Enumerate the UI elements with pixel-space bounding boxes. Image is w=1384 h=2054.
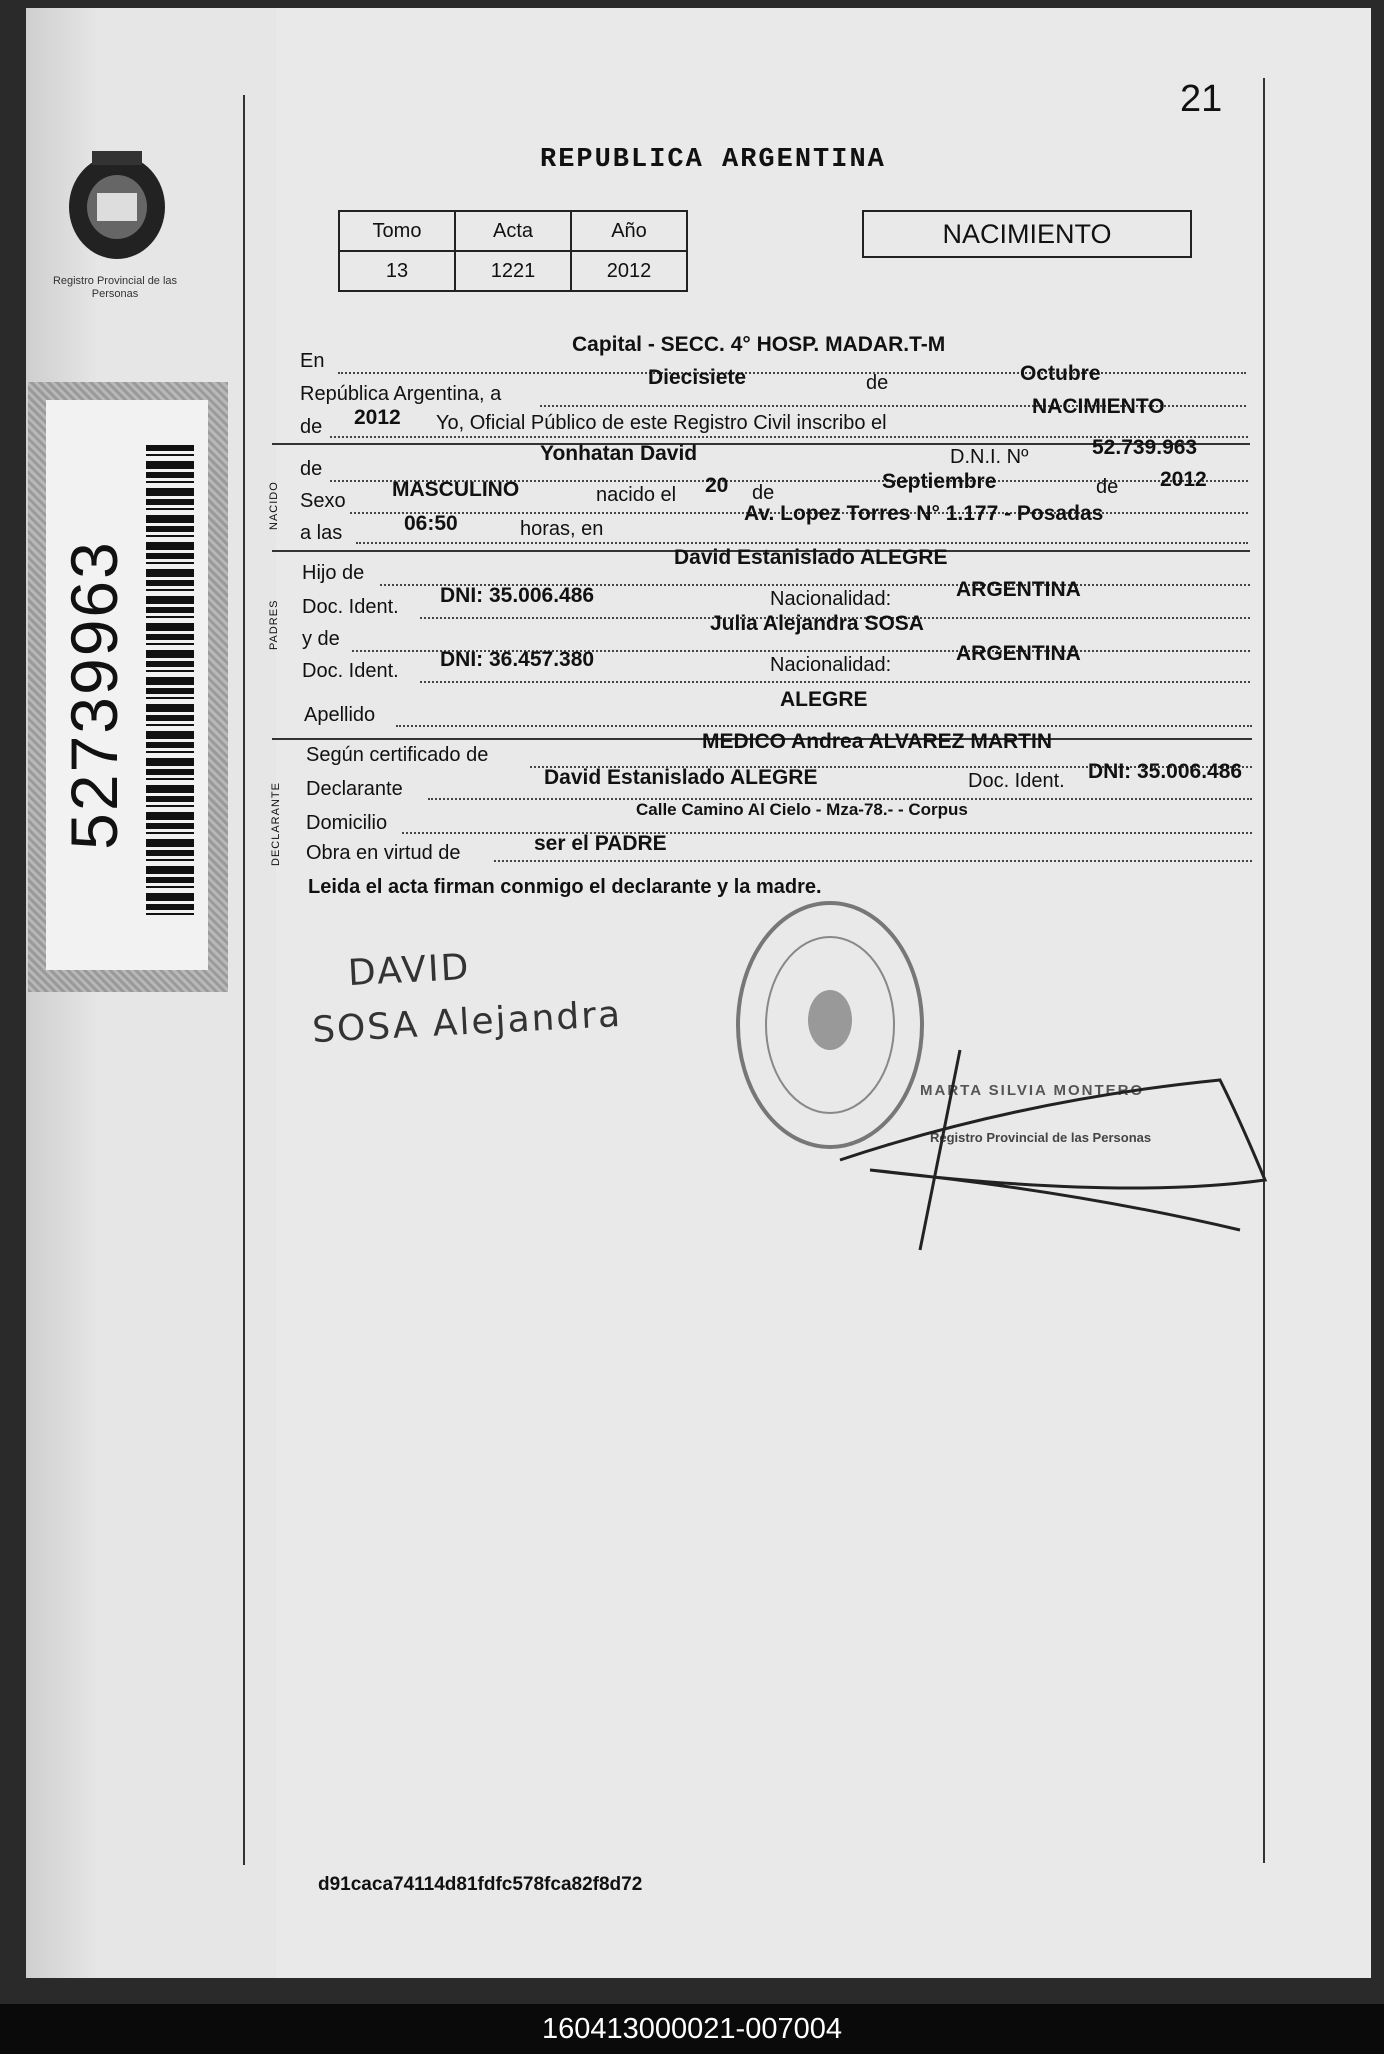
value-sexo: MASCULINO <box>392 478 520 501</box>
value-anio: 2012 <box>354 406 401 429</box>
value-domicilio: Calle Camino Al Cielo - Mza-78.- - Corpus <box>636 800 968 819</box>
register-table <box>338 210 688 292</box>
label-a-las: a las <box>300 522 343 544</box>
value-certificado: MEDICO Andrea ALVAREZ MARTIN <box>702 730 1052 753</box>
official-stamp-name: MARTA SILVIA MONTERO <box>920 1082 1145 1099</box>
table-cell-anio: 2012 <box>571 251 687 291</box>
dotted-line <box>356 542 1248 544</box>
label-doc-ident-declarante: Doc. Ident. <box>968 770 1065 792</box>
label-doc-ident-padre: Doc. Ident. <box>302 596 399 618</box>
label-doc-ident-madre: Doc. Ident. <box>302 660 399 682</box>
signature-david: DAVID <box>347 946 472 995</box>
label-segun: Según certificado de <box>306 744 489 766</box>
value-lugar-nac: Av. Lopez Torres N° 1.177 - Posadas <box>744 502 1104 525</box>
label-nacionalidad-padre: Nacionalidad: <box>770 588 892 610</box>
value-mes: Octubre <box>1020 362 1101 385</box>
value-padre-dni: DNI: 35.006.486 <box>440 584 595 607</box>
table-header-tomo: Tomo <box>339 211 455 251</box>
dotted-line <box>402 832 1252 834</box>
value-madre: Julia Alejandra SOSA <box>710 612 924 635</box>
dotted-line <box>338 372 1246 374</box>
value-hora: 06:50 <box>404 512 458 535</box>
document-hash: d91caca74114d81fdfc578fca82f8d72 <box>318 1874 643 1895</box>
value-obra: ser el PADRE <box>534 832 667 855</box>
label-en: En <box>300 350 325 372</box>
label-nacido-el: nacido el <box>596 484 677 506</box>
label-de-anio-nac: de <box>1096 476 1119 498</box>
side-label-nacido: NACIDO <box>268 481 280 530</box>
table-header-anio: Año <box>571 211 687 251</box>
value-lugar: Capital - SECC. 4° HOSP. MADAR.T-M <box>572 333 946 356</box>
value-dia: Diecisiete <box>648 366 747 389</box>
value-madre-dni: DNI: 36.457.380 <box>440 648 595 671</box>
value-tipo: NACIMIENTO <box>1032 395 1165 418</box>
label-de: de <box>866 372 889 394</box>
value-padre-nac: ARGENTINA <box>956 578 1081 601</box>
value-declarante-dni: DNI: 35.006.486 <box>1088 760 1243 783</box>
label-hijo-de: Hijo de <box>302 562 365 584</box>
label-horas-en: horas, en <box>520 518 604 540</box>
label-republica: República Argentina, a <box>300 383 502 405</box>
side-label-padres: PADRES <box>268 599 280 650</box>
value-apellido: ALEGRE <box>780 688 868 711</box>
left-margin <box>96 8 276 1978</box>
table-header-acta: Acta <box>455 211 571 251</box>
book-spine <box>26 8 96 1978</box>
folio-number: 21 <box>1180 78 1223 120</box>
table-cell-tomo: 13 <box>339 251 455 291</box>
barcode-panel <box>28 382 228 992</box>
value-dni: 52.739.963 <box>1092 436 1198 459</box>
label-dni: D.N.I. Nº <box>950 446 1029 468</box>
label-de-nombre: de <box>300 458 323 480</box>
label-sexo: Sexo <box>300 490 346 512</box>
value-anio-nac: 2012 <box>1160 468 1207 491</box>
closing-statement: Leida el acta firman conmigo el declarante y la madre. <box>308 876 822 898</box>
value-dia-nac: 20 <box>705 474 729 497</box>
label-nacionalidad-madre: Nacionalidad: <box>770 654 892 676</box>
value-nombre: Yonhatan David <box>540 442 698 465</box>
page-title: REPUBLICA ARGENTINA <box>540 145 886 175</box>
dotted-line <box>494 860 1252 862</box>
value-mes-nac: Septiembre <box>882 470 997 493</box>
barcode <box>146 445 194 915</box>
official-signature-icon <box>820 1040 1270 1260</box>
label-apellido: Apellido <box>304 704 376 726</box>
table-cell-acta: 1221 <box>455 251 571 291</box>
dotted-line <box>420 681 1250 683</box>
record-type-box: NACIMIENTO <box>862 210 1192 258</box>
left-border-line <box>243 95 245 1865</box>
value-padre: David Estanislado ALEGRE <box>674 546 948 569</box>
label-obra: Obra en virtud de <box>306 842 461 864</box>
provincial-emblem-icon <box>62 145 172 265</box>
barcode-number: 52739963 <box>57 540 131 850</box>
dotted-line <box>396 725 1252 727</box>
value-declarante: David Estanislado ALEGRE <box>544 766 818 789</box>
signature-sosa: SOSA Alejandra <box>311 993 624 1052</box>
label-de-mes: de <box>752 482 775 504</box>
label-domicilio: Domicilio <box>306 812 388 834</box>
side-label-declarante: DECLARANTE <box>270 782 282 866</box>
document-page <box>26 8 1371 1978</box>
label-yo: Yo, Oficial Público de este Registro Civil inscribo el <box>436 412 887 434</box>
barcode-label <box>46 400 208 970</box>
logo-caption: Registro Provincial de las Personas <box>52 275 178 300</box>
label-declarante: Declarante <box>306 778 403 800</box>
label-y-de: y de <box>302 628 340 650</box>
value-madre-nac: ARGENTINA <box>956 642 1081 665</box>
label-de-anio: de <box>300 416 323 438</box>
right-border-line <box>1263 78 1265 1863</box>
footer-code: 160413000021-007004 <box>0 2004 1384 2054</box>
official-stamp-org: Registro Provincial de las Personas <box>930 1130 1152 1145</box>
